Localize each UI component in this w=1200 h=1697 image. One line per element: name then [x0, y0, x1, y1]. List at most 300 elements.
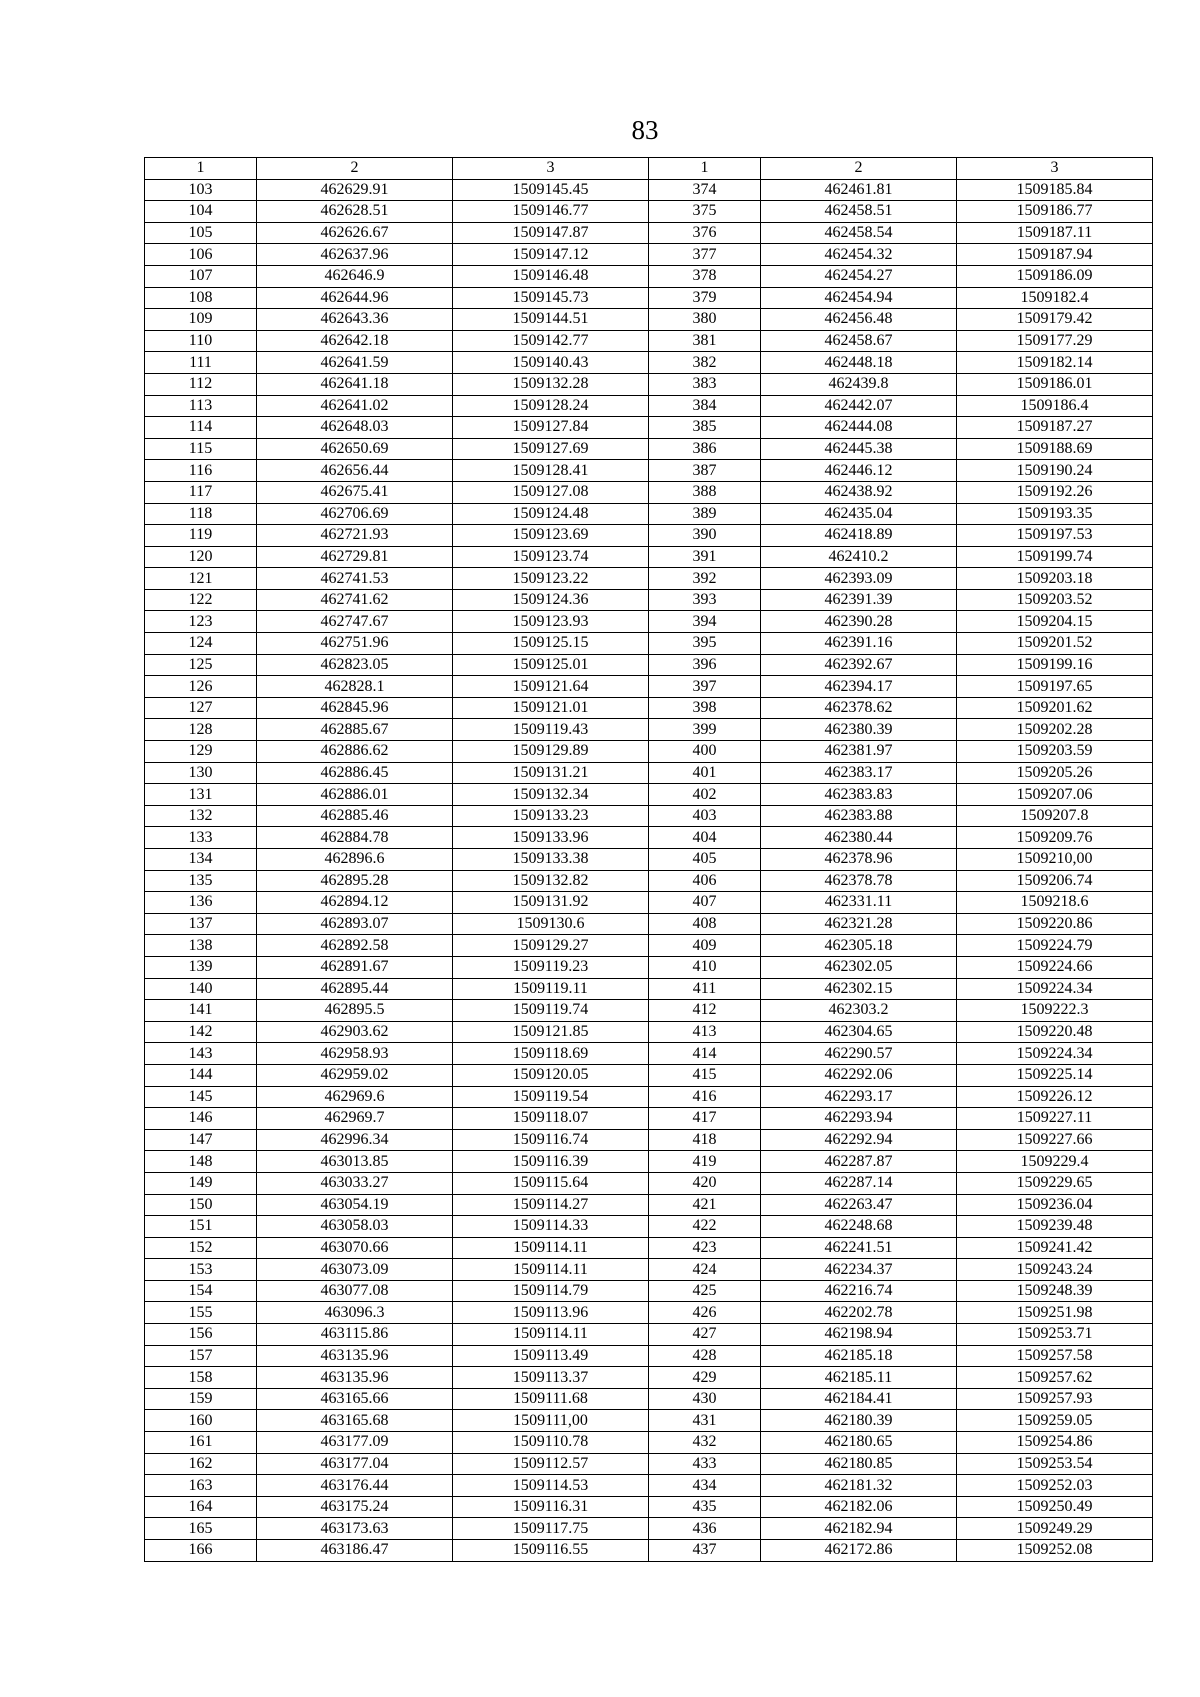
point-number-cell: 424 [649, 1259, 761, 1281]
y-coordinate-cell: 1509185.84 [957, 179, 1153, 201]
x-coordinate-cell: 462637.96 [257, 244, 453, 266]
y-coordinate-cell: 1509190.24 [957, 460, 1153, 482]
point-number-cell: 146 [145, 1108, 257, 1130]
y-coordinate-cell: 1509130.6 [453, 913, 649, 935]
table-row [145, 352, 1153, 374]
x-coordinate-cell: 463073.09 [257, 1259, 453, 1281]
x-coordinate-cell: 462823.05 [257, 654, 453, 676]
y-coordinate-cell: 1509207.06 [957, 784, 1153, 806]
x-coordinate-cell: 462729.81 [257, 546, 453, 568]
x-coordinate-cell: 463177.04 [257, 1453, 453, 1475]
x-coordinate-cell: 462626.67 [257, 222, 453, 244]
y-coordinate-cell: 1509182.14 [957, 352, 1153, 374]
table-row [145, 762, 1153, 784]
y-coordinate-cell: 1509123.93 [453, 611, 649, 633]
x-coordinate-cell: 462202.78 [761, 1302, 957, 1324]
table-row [145, 741, 1153, 763]
point-number-cell: 161 [145, 1432, 257, 1454]
table-row [145, 676, 1153, 698]
x-coordinate-cell: 462180.65 [761, 1432, 957, 1454]
y-coordinate-cell: 1509118.69 [453, 1043, 649, 1065]
y-coordinate-cell: 1509259.05 [957, 1410, 1153, 1432]
point-number-cell: 125 [145, 654, 257, 676]
point-number-cell: 156 [145, 1324, 257, 1346]
y-coordinate-cell: 1509128.41 [453, 460, 649, 482]
y-coordinate-cell: 1509146.48 [453, 265, 649, 287]
point-number-cell: 414 [649, 1043, 761, 1065]
table-row [145, 870, 1153, 892]
point-number-cell: 410 [649, 956, 761, 978]
table-row [145, 1518, 1153, 1540]
y-coordinate-cell: 1509209.76 [957, 827, 1153, 849]
point-number-cell: 114 [145, 417, 257, 439]
point-number-cell: 394 [649, 611, 761, 633]
point-number-cell: 110 [145, 330, 257, 352]
x-coordinate-cell: 462185.18 [761, 1345, 957, 1367]
x-coordinate-cell: 462642.18 [257, 330, 453, 352]
point-number-cell: 154 [145, 1280, 257, 1302]
y-coordinate-cell: 1509224.34 [957, 978, 1153, 1000]
x-coordinate-cell: 463173.63 [257, 1518, 453, 1540]
x-coordinate-cell: 462646.9 [257, 265, 453, 287]
point-number-cell: 136 [145, 892, 257, 914]
y-coordinate-cell: 1509116.55 [453, 1540, 649, 1562]
table-row [145, 1043, 1153, 1065]
point-number-cell: 116 [145, 460, 257, 482]
point-number-cell: 396 [649, 654, 761, 676]
y-coordinate-cell: 1509146.77 [453, 201, 649, 223]
table-row [145, 1000, 1153, 1022]
y-coordinate-cell: 1509186.01 [957, 373, 1153, 395]
x-coordinate-cell: 463135.96 [257, 1345, 453, 1367]
point-number-cell: 111 [145, 352, 257, 374]
table-row [145, 373, 1153, 395]
point-number-cell: 395 [649, 633, 761, 655]
table-row [145, 395, 1153, 417]
point-number-cell: 162 [145, 1453, 257, 1475]
table-row [145, 1345, 1153, 1367]
point-number-cell: 117 [145, 481, 257, 503]
point-number-cell: 423 [649, 1237, 761, 1259]
x-coordinate-cell: 463165.68 [257, 1410, 453, 1432]
y-coordinate-cell: 1509239.48 [957, 1216, 1153, 1238]
point-number-cell: 155 [145, 1302, 257, 1324]
point-number-cell: 131 [145, 784, 257, 806]
point-number-cell: 166 [145, 1540, 257, 1562]
point-number-cell: 137 [145, 913, 257, 935]
table-row [145, 309, 1153, 331]
x-coordinate-cell: 462721.93 [257, 525, 453, 547]
table-row [145, 589, 1153, 611]
x-coordinate-cell: 463054.19 [257, 1194, 453, 1216]
point-number-cell: 130 [145, 762, 257, 784]
y-coordinate-cell: 1509199.74 [957, 546, 1153, 568]
x-coordinate-cell: 462263.47 [761, 1194, 957, 1216]
point-number-cell: 434 [649, 1475, 761, 1497]
point-number-cell: 390 [649, 525, 761, 547]
table-row [145, 1540, 1153, 1562]
y-coordinate-cell: 1509147.87 [453, 222, 649, 244]
x-coordinate-cell: 462390.28 [761, 611, 957, 633]
point-number-cell: 393 [649, 589, 761, 611]
x-coordinate-cell: 462628.51 [257, 201, 453, 223]
point-number-cell: 416 [649, 1086, 761, 1108]
x-coordinate-cell: 462378.78 [761, 870, 957, 892]
table-body [145, 179, 1153, 1561]
point-number-cell: 428 [649, 1345, 761, 1367]
point-number-cell: 380 [649, 309, 761, 331]
x-coordinate-cell: 463186.47 [257, 1540, 453, 1562]
point-number-cell: 419 [649, 1151, 761, 1173]
y-coordinate-cell: 1509114.27 [453, 1194, 649, 1216]
x-coordinate-cell: 462446.12 [761, 460, 957, 482]
point-number-cell: 150 [145, 1194, 257, 1216]
y-coordinate-cell: 1509113.37 [453, 1367, 649, 1389]
y-coordinate-cell: 1509119.74 [453, 1000, 649, 1022]
x-coordinate-cell: 462828.1 [257, 676, 453, 698]
y-coordinate-cell: 1509125.15 [453, 633, 649, 655]
point-number-cell: 126 [145, 676, 257, 698]
y-coordinate-cell: 1509220.86 [957, 913, 1153, 935]
x-coordinate-cell: 462454.27 [761, 265, 957, 287]
x-coordinate-cell: 463177.09 [257, 1432, 453, 1454]
point-number-cell: 399 [649, 719, 761, 741]
point-number-cell: 430 [649, 1388, 761, 1410]
point-number-cell: 391 [649, 546, 761, 568]
table-row [145, 1388, 1153, 1410]
y-coordinate-cell: 1509129.89 [453, 741, 649, 763]
point-number-cell: 124 [145, 633, 257, 655]
point-number-cell: 378 [649, 265, 761, 287]
table-row [145, 784, 1153, 806]
x-coordinate-cell: 462380.44 [761, 827, 957, 849]
x-coordinate-cell: 462383.17 [761, 762, 957, 784]
x-coordinate-cell: 462641.59 [257, 352, 453, 374]
y-coordinate-cell: 1509192.26 [957, 481, 1153, 503]
y-coordinate-cell: 1509111,00 [453, 1410, 649, 1432]
table-row [145, 1280, 1153, 1302]
y-coordinate-cell: 1509114.11 [453, 1259, 649, 1281]
x-coordinate-cell: 462321.28 [761, 913, 957, 935]
x-coordinate-cell: 462456.48 [761, 309, 957, 331]
y-coordinate-cell: 1509243.24 [957, 1259, 1153, 1281]
x-coordinate-cell: 462884.78 [257, 827, 453, 849]
table-row [145, 546, 1153, 568]
y-coordinate-cell: 1509123.22 [453, 568, 649, 590]
y-coordinate-cell: 1509182.4 [957, 287, 1153, 309]
point-number-cell: 158 [145, 1367, 257, 1389]
table-row [145, 611, 1153, 633]
x-coordinate-cell: 462394.17 [761, 676, 957, 698]
table-row [145, 330, 1153, 352]
y-coordinate-cell: 1509252.03 [957, 1475, 1153, 1497]
point-number-cell: 107 [145, 265, 257, 287]
table-row [145, 1172, 1153, 1194]
point-number-cell: 432 [649, 1432, 761, 1454]
x-coordinate-cell: 462172.86 [761, 1540, 957, 1562]
point-number-cell: 113 [145, 395, 257, 417]
table-row [145, 525, 1153, 547]
point-number-cell: 417 [649, 1108, 761, 1130]
y-coordinate-cell: 1509227.66 [957, 1129, 1153, 1151]
table-row [145, 1302, 1153, 1324]
point-number-cell: 386 [649, 438, 761, 460]
y-coordinate-cell: 1509115.64 [453, 1172, 649, 1194]
table-row [145, 913, 1153, 935]
y-coordinate-cell: 1509132.34 [453, 784, 649, 806]
point-number-cell: 425 [649, 1280, 761, 1302]
x-coordinate-cell: 462886.45 [257, 762, 453, 784]
y-coordinate-cell: 1509193.35 [957, 503, 1153, 525]
x-coordinate-cell: 462747.67 [257, 611, 453, 633]
x-coordinate-cell: 463033.27 [257, 1172, 453, 1194]
x-coordinate-cell: 463176.44 [257, 1475, 453, 1497]
y-coordinate-cell: 1509142.77 [453, 330, 649, 352]
table-row [145, 1216, 1153, 1238]
point-number-cell: 119 [145, 525, 257, 547]
table-row [145, 179, 1153, 201]
x-coordinate-cell: 462886.62 [257, 741, 453, 763]
point-number-cell: 151 [145, 1216, 257, 1238]
y-coordinate-cell: 1509118.07 [453, 1108, 649, 1130]
x-coordinate-cell: 462290.57 [761, 1043, 957, 1065]
x-coordinate-cell: 462741.53 [257, 568, 453, 590]
y-coordinate-cell: 1509257.93 [957, 1388, 1153, 1410]
point-number-cell: 121 [145, 568, 257, 590]
x-coordinate-cell: 463115.86 [257, 1324, 453, 1346]
point-number-cell: 381 [649, 330, 761, 352]
x-coordinate-cell: 462184.41 [761, 1388, 957, 1410]
y-coordinate-cell: 1509197.65 [957, 676, 1153, 698]
y-coordinate-cell: 1509132.28 [453, 373, 649, 395]
table-row [145, 417, 1153, 439]
table-row [145, 633, 1153, 655]
table-row [145, 438, 1153, 460]
point-number-cell: 157 [145, 1345, 257, 1367]
coordinates-table [144, 157, 1153, 1562]
point-number-cell: 406 [649, 870, 761, 892]
x-coordinate-cell: 462656.44 [257, 460, 453, 482]
x-coordinate-cell: 462383.83 [761, 784, 957, 806]
table-row [145, 827, 1153, 849]
point-number-cell: 418 [649, 1129, 761, 1151]
x-coordinate-cell: 462741.62 [257, 589, 453, 611]
table-row [145, 222, 1153, 244]
y-coordinate-cell: 1509224.34 [957, 1043, 1153, 1065]
x-coordinate-cell: 462180.39 [761, 1410, 957, 1432]
point-number-cell: 109 [145, 309, 257, 331]
y-coordinate-cell: 1509131.21 [453, 762, 649, 784]
table-header-row [145, 158, 1153, 180]
y-coordinate-cell: 1509113.96 [453, 1302, 649, 1324]
point-number-cell: 412 [649, 1000, 761, 1022]
x-coordinate-cell: 462305.18 [761, 935, 957, 957]
x-coordinate-cell: 462959.02 [257, 1064, 453, 1086]
table-row [145, 503, 1153, 525]
x-coordinate-cell: 462185.11 [761, 1367, 957, 1389]
point-number-cell: 426 [649, 1302, 761, 1324]
y-coordinate-cell: 1509145.73 [453, 287, 649, 309]
point-number-cell: 134 [145, 849, 257, 871]
y-coordinate-cell: 1509114.79 [453, 1280, 649, 1302]
x-coordinate-cell: 462442.07 [761, 395, 957, 417]
y-coordinate-cell: 1509257.58 [957, 1345, 1153, 1367]
y-coordinate-cell: 1509121.01 [453, 697, 649, 719]
x-coordinate-cell: 462410.2 [761, 546, 957, 568]
point-number-cell: 148 [145, 1151, 257, 1173]
point-number-cell: 374 [649, 179, 761, 201]
table-row [145, 1432, 1153, 1454]
x-coordinate-cell: 462641.18 [257, 373, 453, 395]
y-coordinate-cell: 1509251.98 [957, 1302, 1153, 1324]
x-coordinate-cell: 462438.92 [761, 481, 957, 503]
x-coordinate-cell: 462893.07 [257, 913, 453, 935]
y-coordinate-cell: 1509145.45 [453, 179, 649, 201]
y-coordinate-cell: 1509116.31 [453, 1496, 649, 1518]
y-coordinate-cell: 1509252.08 [957, 1540, 1153, 1562]
x-coordinate-cell: 462706.69 [257, 503, 453, 525]
y-coordinate-cell: 1509114.33 [453, 1216, 649, 1238]
table-row [145, 265, 1153, 287]
point-number-cell: 384 [649, 395, 761, 417]
y-coordinate-cell: 1509206.74 [957, 870, 1153, 892]
point-number-cell: 383 [649, 373, 761, 395]
point-number-cell: 382 [649, 352, 761, 374]
point-number-cell: 388 [649, 481, 761, 503]
y-coordinate-cell: 1509117.75 [453, 1518, 649, 1540]
point-number-cell: 122 [145, 589, 257, 611]
point-number-cell: 115 [145, 438, 257, 460]
y-coordinate-cell: 1509227.11 [957, 1108, 1153, 1130]
point-number-cell: 435 [649, 1496, 761, 1518]
y-coordinate-cell: 1509179.42 [957, 309, 1153, 331]
y-coordinate-cell: 1509197.53 [957, 525, 1153, 547]
y-coordinate-cell: 1509253.71 [957, 1324, 1153, 1346]
point-number-cell: 164 [145, 1496, 257, 1518]
point-number-cell: 420 [649, 1172, 761, 1194]
x-coordinate-cell: 462392.67 [761, 654, 957, 676]
y-coordinate-cell: 1509203.59 [957, 741, 1153, 763]
point-number-cell: 400 [649, 741, 761, 763]
point-number-cell: 143 [145, 1043, 257, 1065]
point-number-cell: 139 [145, 956, 257, 978]
page-number: 83 [631, 115, 659, 145]
y-coordinate-cell: 1509187.27 [957, 417, 1153, 439]
x-coordinate-cell: 462643.36 [257, 309, 453, 331]
x-coordinate-cell: 462445.38 [761, 438, 957, 460]
x-coordinate-cell: 462287.87 [761, 1151, 957, 1173]
point-number-cell: 431 [649, 1410, 761, 1432]
y-coordinate-cell: 1509114.53 [453, 1475, 649, 1497]
x-coordinate-cell: 462439.8 [761, 373, 957, 395]
y-coordinate-cell: 1509202.28 [957, 719, 1153, 741]
x-coordinate-cell: 462958.93 [257, 1043, 453, 1065]
y-coordinate-cell: 1509229.65 [957, 1172, 1153, 1194]
y-coordinate-cell: 1509121.85 [453, 1021, 649, 1043]
point-number-cell: 153 [145, 1259, 257, 1281]
y-coordinate-cell: 1509199.16 [957, 654, 1153, 676]
point-number-cell: 123 [145, 611, 257, 633]
y-coordinate-cell: 1509177.29 [957, 330, 1153, 352]
y-coordinate-cell: 1509114.11 [453, 1324, 649, 1346]
table-row [145, 287, 1153, 309]
table-row [145, 1496, 1153, 1518]
header-cell: 3 [453, 158, 649, 180]
table-row [145, 1237, 1153, 1259]
table-row [145, 1108, 1153, 1130]
point-number-cell: 427 [649, 1324, 761, 1346]
header-cell: 1 [649, 158, 761, 180]
y-coordinate-cell: 1509186.09 [957, 265, 1153, 287]
x-coordinate-cell: 463058.03 [257, 1216, 453, 1238]
y-coordinate-cell: 1509229.4 [957, 1151, 1153, 1173]
point-number-cell: 405 [649, 849, 761, 871]
x-coordinate-cell: 462234.37 [761, 1259, 957, 1281]
x-coordinate-cell: 462458.67 [761, 330, 957, 352]
y-coordinate-cell: 1509119.11 [453, 978, 649, 1000]
y-coordinate-cell: 1509127.08 [453, 481, 649, 503]
y-coordinate-cell: 1509254.86 [957, 1432, 1153, 1454]
table-row [145, 849, 1153, 871]
x-coordinate-cell: 462380.39 [761, 719, 957, 741]
header-cell: 2 [761, 158, 957, 180]
x-coordinate-cell: 462650.69 [257, 438, 453, 460]
y-coordinate-cell: 1509124.36 [453, 589, 649, 611]
point-number-cell: 385 [649, 417, 761, 439]
x-coordinate-cell: 462629.91 [257, 179, 453, 201]
point-number-cell: 160 [145, 1410, 257, 1432]
x-coordinate-cell: 462895.5 [257, 1000, 453, 1022]
x-coordinate-cell: 462331.11 [761, 892, 957, 914]
table-row [145, 719, 1153, 741]
x-coordinate-cell: 463070.66 [257, 1237, 453, 1259]
x-coordinate-cell: 462996.34 [257, 1129, 453, 1151]
table-row [145, 654, 1153, 676]
y-coordinate-cell: 1509133.23 [453, 805, 649, 827]
header-cell: 1 [145, 158, 257, 180]
x-coordinate-cell: 462644.96 [257, 287, 453, 309]
y-coordinate-cell: 1509144.51 [453, 309, 649, 331]
x-coordinate-cell: 462648.03 [257, 417, 453, 439]
point-number-cell: 429 [649, 1367, 761, 1389]
table-row [145, 201, 1153, 223]
y-coordinate-cell: 1509257.62 [957, 1367, 1153, 1389]
point-number-cell: 421 [649, 1194, 761, 1216]
y-coordinate-cell: 1509133.38 [453, 849, 649, 871]
x-coordinate-cell: 462293.17 [761, 1086, 957, 1108]
point-number-cell: 129 [145, 741, 257, 763]
x-coordinate-cell: 463165.66 [257, 1388, 453, 1410]
x-coordinate-cell: 462454.94 [761, 287, 957, 309]
x-coordinate-cell: 462896.6 [257, 849, 453, 871]
point-number-cell: 138 [145, 935, 257, 957]
point-number-cell: 142 [145, 1021, 257, 1043]
y-coordinate-cell: 1509236.04 [957, 1194, 1153, 1216]
y-coordinate-cell: 1509248.39 [957, 1280, 1153, 1302]
x-coordinate-cell: 462903.62 [257, 1021, 453, 1043]
point-number-cell: 149 [145, 1172, 257, 1194]
point-number-cell: 106 [145, 244, 257, 266]
x-coordinate-cell: 462444.08 [761, 417, 957, 439]
x-coordinate-cell: 462292.06 [761, 1064, 957, 1086]
table-row [145, 892, 1153, 914]
table-row [145, 1324, 1153, 1346]
y-coordinate-cell: 1509116.39 [453, 1151, 649, 1173]
y-coordinate-cell: 1509203.18 [957, 568, 1153, 590]
x-coordinate-cell: 462895.28 [257, 870, 453, 892]
table-row [145, 1475, 1153, 1497]
x-coordinate-cell: 462969.7 [257, 1108, 453, 1130]
